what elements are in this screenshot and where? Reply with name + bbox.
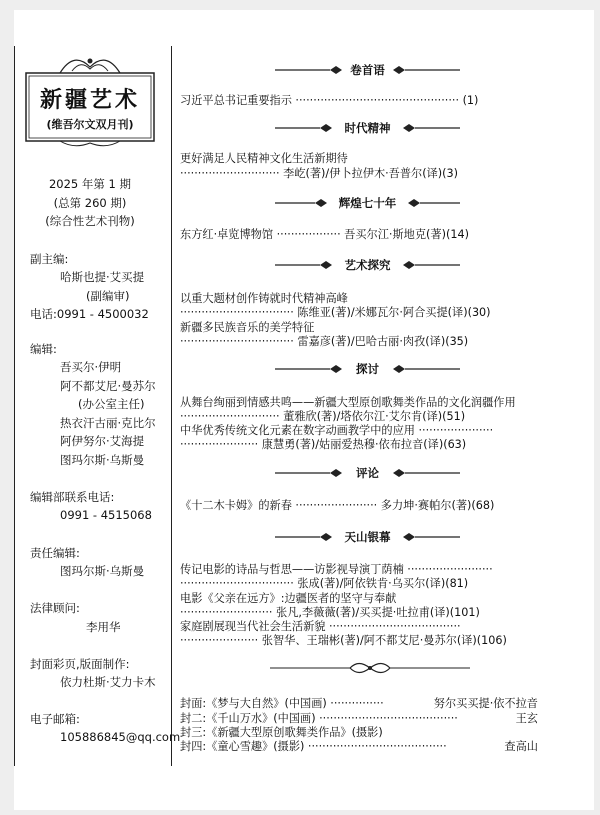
phone-number: 电话:0991 - 4500032: [30, 307, 149, 321]
cover-credit-title: 封面:《梦与大自然》(中国画) ···············: [180, 697, 384, 710]
toc-entry[interactable]: 中华优秀传统文化元素在数字动画教学中的应用 ·····················: [180, 424, 494, 437]
editor-item: (办公室主任): [78, 397, 145, 411]
cover-credit: [180, 695, 538, 711]
section-header: [180, 257, 555, 273]
toc-entry-detail: ································ 张成(著)/阿依铁肯·乌买尔(译)(81): [180, 577, 469, 590]
toc-entry[interactable]: 传记电影的诗品与哲思——访影视导演丁荫楠 ························: [180, 563, 493, 576]
publication-type: (综合性艺术刊物): [45, 214, 135, 228]
editor-item: 图玛尔斯·乌斯曼: [60, 453, 145, 467]
masthead-title-box: [20, 55, 160, 147]
email-label: 电子邮箱:: [30, 712, 80, 726]
deputy-editor-name: 哈斯也提·艾买提: [60, 270, 145, 284]
section-title: 评论: [356, 466, 379, 480]
cover-credit-title: 封三:《新疆大型原创歌舞类作品》(摄影): [180, 726, 383, 739]
toc-entry[interactable]: 更好满足人民精神文化生活新期待: [180, 152, 348, 165]
editor-item: 热衣汗古丽·克比尔: [60, 416, 156, 430]
toc-entry-detail: ···························· 董雅欣(著)/塔依尔江·艾尔肯(译)(51): [180, 410, 466, 423]
editor-item: 阿不都艾尼·曼苏尔: [60, 379, 156, 393]
cover-credit: [180, 738, 538, 754]
section-header: [180, 195, 555, 211]
legal-advisor-name: 李用华: [86, 620, 121, 634]
editor-item: 吾买尔·伊明: [60, 360, 122, 374]
section-title: 辉煌七十年: [338, 196, 397, 210]
dept-phone: 0991 - 4515068: [60, 508, 152, 522]
toc-entry[interactable]: 新疆多民族音乐的美学特征: [180, 321, 315, 334]
toc-entry[interactable]: 东方红·卓览博物馆 ·················· 吾买尔江·斯地克(著)(14): [180, 228, 469, 241]
deputy-editor-role: (副编审): [86, 289, 130, 303]
cover-credit-author: 努尔买买提·依不拉音: [433, 697, 538, 710]
magazine-subtitle: (维吾尔文双月刊): [46, 118, 134, 131]
section-title: 卷首语: [350, 63, 385, 77]
deputy-editor-label: 副主编:: [30, 252, 69, 266]
toc-entry[interactable]: 家庭剧展现当代社会生活新貌 ·····································: [180, 620, 461, 633]
editor-item: 阿伊努尔·艾海提: [60, 434, 145, 448]
cover-credit-author: 王玄: [515, 712, 538, 725]
section-title: 探讨: [356, 362, 379, 376]
total-issue: (总第 260 期): [53, 196, 127, 210]
section-header: [180, 361, 555, 377]
toc-entry[interactable]: 以重大题材创作铸就时代精神高峰: [180, 292, 348, 305]
toc-entry[interactable]: 电影《父亲在远方》:边疆医者的坚守与奉献: [180, 592, 397, 605]
toc-entry-detail: ·························· 张凡,李薇薇(著)/买买提·吐拉甫(译)(101): [180, 606, 480, 619]
footer-ornament-icon: [270, 660, 470, 676]
toc-entry-detail: ···························· 李屹(著)/伊卜拉伊木·吾普尔(译)(3): [180, 167, 459, 180]
legal-advisor-label: 法律顾问:: [30, 601, 80, 615]
toc-entry[interactable]: 《十二木卡姆》的新春 ······················· 多力坤·赛帕尔(著)(68): [180, 499, 495, 512]
responsible-editor-name: 图玛尔斯·乌斯曼: [60, 564, 145, 578]
section-header: [180, 62, 555, 78]
section-header: [180, 465, 555, 481]
cover-credit-title: 封四:《童心雪趣》(摄影) ·······································: [180, 740, 447, 753]
section-title: 时代精神: [344, 121, 391, 135]
cover-credit-title: 封二:《千山万水》(中国画) ·······································: [180, 712, 458, 725]
magazine-title: 新疆艺术: [39, 88, 140, 113]
issue-number: 2025 年第 1 期: [48, 177, 132, 191]
email-address: 105886845@qq.com: [60, 730, 181, 744]
section-title: 天山银幕: [344, 530, 391, 544]
toc-entry-detail: ································ 陈维亚(著)/米娜瓦尔·阿合买提(译)(30): [180, 306, 491, 319]
section-header: [180, 529, 555, 545]
section-header: [180, 120, 555, 136]
dept-phone-label: 编辑部联系电话:: [30, 490, 115, 504]
section-title: 艺术探究: [344, 258, 391, 272]
toc-entry-detail: ······················ 张智华、王瑞彬(著)/阿不都艾尼·曼苏尔(译)(106): [180, 634, 507, 647]
toc-entry[interactable]: 从舞台绚丽到情感共鸣——新疆大型原创歌舞类作品的文化润疆作用: [180, 396, 516, 409]
toc-entry[interactable]: 习近平总书记重要指示 ·············································· (1): [180, 94, 479, 107]
toc-entry-detail: ······················ 康慧勇(著)/姑丽爱热穆·依布拉音(译)(63): [180, 438, 467, 451]
toc-entry-detail: ································ 雷嘉彦(著)/巴哈古丽·肉孜(译)(35): [180, 335, 469, 348]
design-label: 封面彩页,版面制作:: [30, 657, 130, 671]
cover-credit-author: 查高山: [504, 740, 538, 753]
responsible-editor-label: 责任编辑:: [30, 546, 80, 560]
editors-label: 编辑:: [30, 342, 57, 356]
design-name: 依力杜斯·艾力卡木: [60, 675, 156, 689]
